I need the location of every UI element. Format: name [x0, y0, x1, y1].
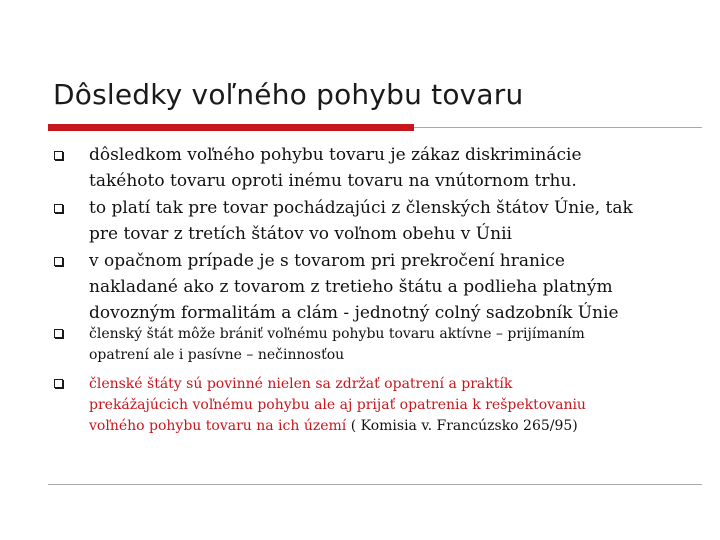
bullet-item-1: [89, 142, 689, 194]
bullet-2-line-2: pre tovar z tretích štátov vo voľnom obehu v Únii: [89, 224, 512, 244]
bullet-item-4: [89, 324, 689, 366]
square-bullet-icon: [54, 329, 63, 338]
bullet-3-line-3: dovozným formalitám a clám - jednotný colný sadzobník Únie: [89, 303, 619, 323]
bullet-2-line-1: to platí tak pre tovar pochádzajúci z členských štátov Únie, tak: [89, 198, 633, 218]
bullet-item-2: [89, 195, 689, 247]
footer-divider: [48, 484, 702, 485]
bullet-4-line-1: členský štát môže brániť voľnému pohybu tovaru aktívne – prijímaním: [89, 326, 585, 342]
bullet-1-line-2: takéhoto tovaru oproti inému tovaru na vnútornom trhu.: [89, 171, 577, 191]
square-bullet-icon: [54, 151, 63, 160]
bullet-item-3: [89, 248, 689, 326]
bullet-5-citation: ( Komisia v. Francúzsko 265/95): [346, 418, 578, 434]
bullet-5-line-1: členské štáty sú povinné nielen sa zdržať opatrení a praktík: [89, 376, 513, 392]
bullet-5-line-2: prekážajúcich voľnému pohybu ale aj prijať opatrenia k rešpektovaniu: [89, 397, 586, 413]
bullet-4-line-2: opatrení ale i pasívne – nečinnosťou: [89, 347, 345, 363]
slide-title: Dôsledky voľného pohybu tovaru: [53, 78, 524, 111]
bullet-3-line-1: v opačnom prípade je s tovarom pri prekročení hranice: [89, 251, 565, 271]
bullet-item-5: [89, 374, 689, 437]
bullet-3-line-2: nakladané ako z tovarom z tretieho štátu a podlieha platným: [89, 277, 613, 297]
square-bullet-icon: [54, 204, 63, 213]
square-bullet-icon: [54, 379, 63, 388]
bullet-5-line-3-text: voľného pohybu tovaru na ich území: [89, 418, 347, 434]
bullet-5-line-3: [89, 416, 689, 437]
bullet-1-line-1: dôsledkom voľného pohybu tovaru je zákaz diskriminácie: [89, 145, 582, 165]
square-bullet-icon: [54, 257, 63, 266]
